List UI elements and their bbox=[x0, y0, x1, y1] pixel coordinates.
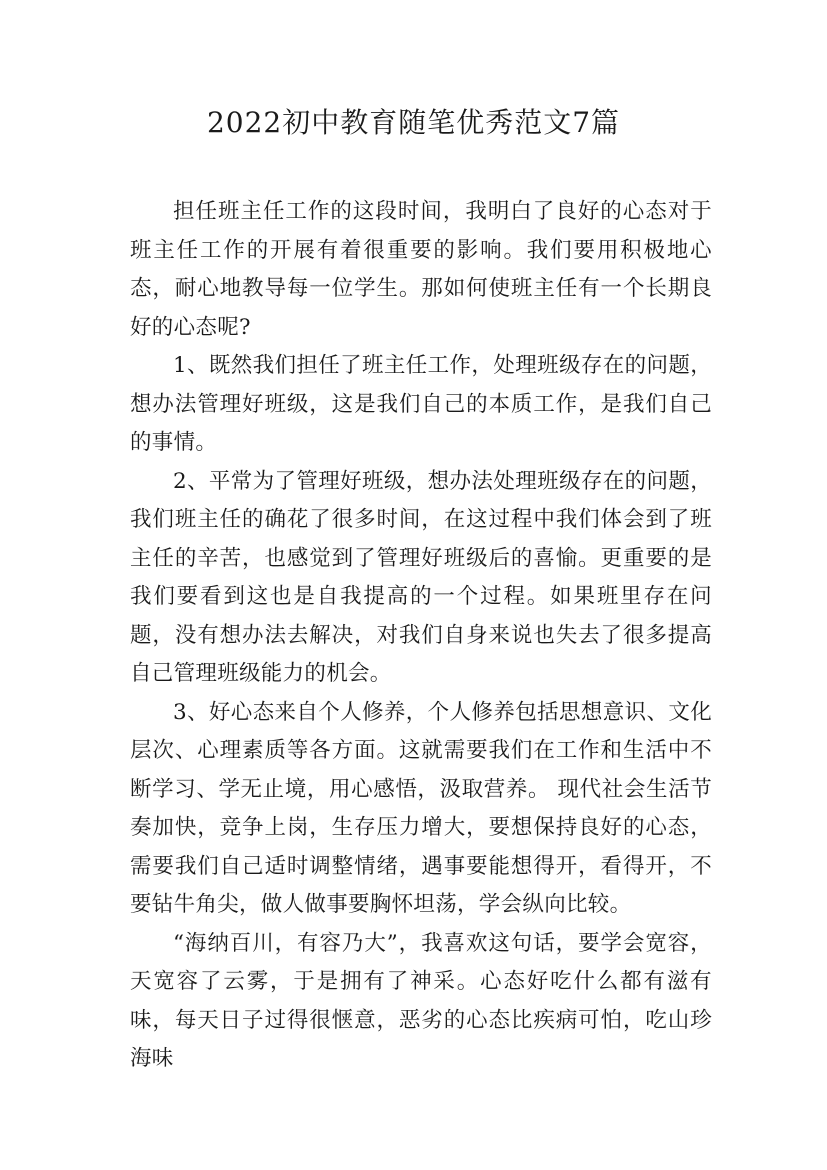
paragraph-point-1: 1、既然我们担任了班主任工作，处理班级存在的问题，想办法管理好班级，这是我们自己的本质工作，是我们自己的事情。 bbox=[130, 353, 712, 455]
paragraph-intro: 担任班主任工作的这段时间，我明白了良好的心态对于班主任工作的开展有着很重要的影响。我们要用积极地心态，耐心地教导每一位学生。那如何使班主任有一个长期良好的心态呢? bbox=[130, 199, 712, 340]
paragraph-quote: “海纳百川，有容乃大”，我喜欢这句话，要学会宽容，天宽容了云雾，于是拥有了神采。心态好吃什么都有滋有味，每天日子过得很惬意，恶劣的心态比疾病可怕，吃山珍海味 bbox=[130, 930, 712, 1071]
page-title: 2022初中教育随笔优秀范文7篇 bbox=[206, 106, 621, 139]
paragraph-point-2: 2、平常为了管理好班级，想办法处理班级存在的问题，我们班主任的确花了很多时间，在这过程中我们体会到了班主任的辛苦，也感觉到了管理好班级后的喜愉。更重要的是我们要看到这也是自我提高的一个过程。如果班里存在问题，没有想办法去解决，对我们自身来说也失去了很多提高自己管理班级能力的机会。 bbox=[130, 468, 712, 686]
paragraph-point-3: 3、好心态来自个人修养，个人修养包括思想意识、文化层次、心理素质等各方面。这就需要我们在工作和生活中不断学习、学无止境，用心感悟，汲取营养。 现代社会生活节奏加快，竞争上岗，生存压力增大，要想保持良好的心态，需要我们自己适时调整情绪，遇事要能想得开，看得开，不要钻牛角尖，做人做事要胸怀坦荡，学会纵向比较。 bbox=[130, 699, 712, 917]
document-body bbox=[130, 193, 712, 1079]
